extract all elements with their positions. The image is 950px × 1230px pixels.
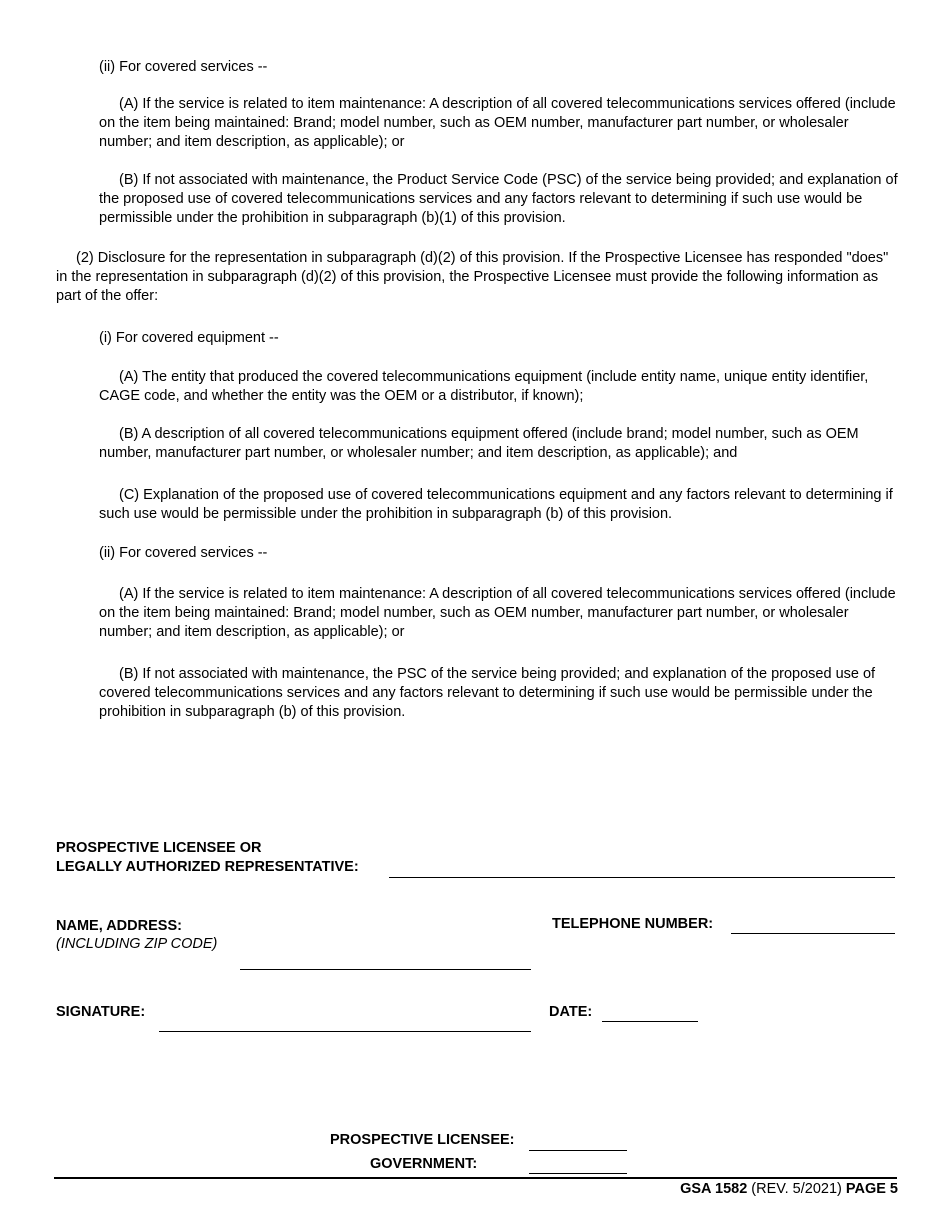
para-A-entity-produced: (A) The entity that produced the covered telecommunications equipment (include entity name, unique entity identifier, CAGE code, and whether the entity was the OEM or a distributor, if known); xyxy=(99,369,869,404)
name-address-label: NAME, ADDRESS: xyxy=(56,918,182,934)
page-footer xyxy=(680,1181,898,1197)
para-ii-covered-services: (ii) For covered services -- xyxy=(99,59,268,75)
initials-licensee-field[interactable] xyxy=(529,1150,627,1151)
date-label: DATE: xyxy=(549,1004,593,1020)
zip-code-sublabel: (INCLUDING ZIP CODE) xyxy=(56,936,218,952)
para-i-covered-equipment: (i) For covered equipment -- xyxy=(99,330,279,346)
initials-government-label: GOVERNMENT: xyxy=(370,1156,478,1172)
para-B-psc-service: (B) If not associated with maintenance, the PSC of the service being provided; and explanation of the proposed use of covered telecommunications services and any factors relevant to determining if such use would be permissible under the prohibition in subparagraph (b) of this provision. xyxy=(99,666,876,720)
telephone-label: TELEPHONE NUMBER: xyxy=(552,916,714,932)
rep-label-line1: PROSPECTIVE LICENSEE OR xyxy=(56,840,262,856)
para-C-equipment-explanation: (C) Explanation of the proposed use of covered telecommunications equipment and any factors relevant to determining if such use would be permissible under the prohibition in subparagraph (b) of this provision. xyxy=(99,487,893,522)
para-B-not-maintenance: (B) If not associated with maintenance, the Product Service Code (PSC) of the service being provided; and explanation of the proposed use of covered telecommunications services and any factors relevant to determining if such use would be permissible under the prohibition in subparagraph (b)(1) of this provision. xyxy=(99,172,898,226)
para-2-disclosure: (2) Disclosure for the representation in subparagraph (d)(2) of this provision. If the Prospective Licensee has responded "does" in the representation in subparagraph (d)(2) of this provision, the Prospective Licensee must provide the following information as part of the offer: xyxy=(56,250,889,304)
name-address-field[interactable] xyxy=(240,969,531,970)
rep-label-line2: LEGALLY AUTHORIZED REPRESENTATIVE: xyxy=(56,859,359,875)
form-revision: (REV. 5/2021) xyxy=(751,1181,842,1197)
para-ii-covered-services-2: (ii) For covered services -- xyxy=(99,545,268,561)
telephone-field[interactable] xyxy=(731,933,895,934)
para-A-item-maintenance: (A) If the service is related to item maintenance: A description of all covered telecommunications services offered (include on the item being maintained: Brand; model number, such as OEM number, manufacturer part number, or wholesaler number; and item description, as applicable); or xyxy=(99,96,896,150)
footer-rule xyxy=(54,1177,897,1179)
para-A-item-maintenance-2: (A) If the service is related to item maintenance: A description of all covered telecommunications services offered (include on the item being maintained: Brand; model number, such as OEM number, manufacturer part number, or wholesaler number; and item description, as applicable); or xyxy=(99,586,896,640)
representative-field[interactable] xyxy=(389,877,895,878)
initials-licensee-label: PROSPECTIVE LICENSEE: xyxy=(330,1132,515,1148)
form-id: GSA 1582 xyxy=(680,1181,748,1197)
para-B-equipment-description: (B) A description of all covered telecommunications equipment offered (include brand; model number, such as OEM number, manufacturer part number, or wholesaler number; and item description, as applicable); and xyxy=(99,426,859,461)
initials-government-field[interactable] xyxy=(529,1173,627,1174)
page-number: PAGE 5 xyxy=(845,1181,898,1197)
date-field[interactable] xyxy=(602,1021,698,1022)
signature-label: SIGNATURE: xyxy=(56,1004,146,1020)
signature-field[interactable] xyxy=(159,1031,531,1032)
